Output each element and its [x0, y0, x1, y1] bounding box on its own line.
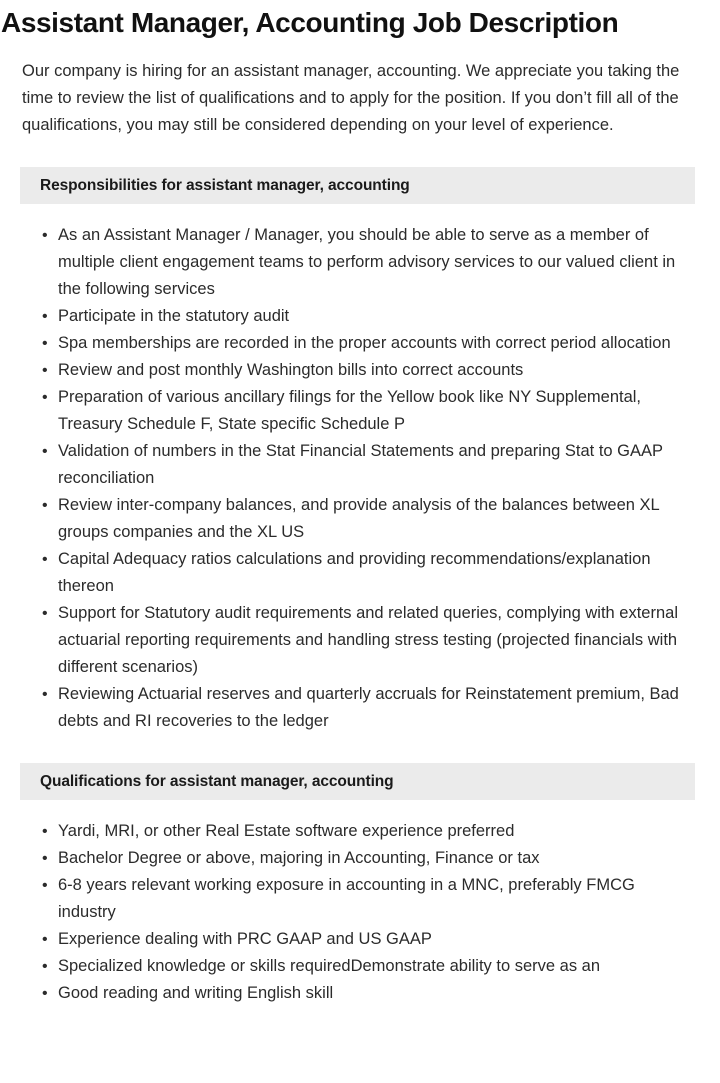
list-item: • Review inter-company balances, and provide analysis of the balances between XL groups companies and the XL US [0, 492, 696, 546]
section-header-qualifications [20, 763, 695, 800]
list-item: • 6-8 years relevant working exposure in accounting in a MNC, preferably FMCG industry [0, 872, 696, 926]
section-qualifications [0, 763, 720, 1007]
list-item: • Reviewing Actuarial reserves and quarterly accruals for Reinstatement premium, Bad debts and RI recoveries to the ledger [0, 681, 696, 735]
list-item: • Yardi, MRI, or other Real Estate software experience preferred [0, 818, 696, 845]
section-heading-label: Responsibilities for assistant manager, accounting [40, 177, 410, 194]
list-item: • Preparation of various ancillary filings for the Yellow book like NY Supplemental, Treasury Schedule F, State specific Schedule P [0, 384, 696, 438]
list-item: • Experience dealing with PRC GAAP and US GAAP [0, 926, 696, 953]
responsibilities-list [0, 204, 720, 735]
list-item: • As an Assistant Manager / Manager, you should be able to serve as a member of multiple client engagement teams to perform advisory services to our valued client in the following services [0, 222, 696, 303]
list-item: • Validation of numbers in the Stat Financial Statements and preparing Stat to GAAP reconciliation [0, 438, 696, 492]
list-item: • Good reading and writing English skill [0, 980, 696, 1007]
intro-paragraph: Our company is hiring for an assistant manager, accounting. We appreciate you taking the time to review the list of qualifications and to apply for the position. If you don’t fill all of the qualifications, you may still be considered depending on your level of experience. [22, 62, 680, 134]
page-title: Assistant Manager, Accounting Job Description [1, 7, 619, 38]
list-item: • Support for Statutory audit requirements and related queries, complying with external actuarial reporting requirements and handling stress testing (projected financials with different scenarios) [0, 600, 696, 681]
list-item: • Review and post monthly Washington bills into correct accounts [0, 357, 696, 384]
list-item: • Specialized knowledge or skills requiredDemonstrate ability to serve as an [0, 953, 696, 980]
list-item: • Participate in the statutory audit [0, 303, 696, 330]
section-responsibilities [0, 167, 720, 735]
page-bottom-spacer [0, 1007, 720, 1025]
section-header-responsibilities [20, 167, 695, 204]
qualifications-list [0, 800, 720, 1007]
list-item: • Bachelor Degree or above, majoring in Accounting, Finance or tax [0, 845, 696, 872]
list-item: • Capital Adequacy ratios calculations and providing recommendations/explanation thereon [0, 546, 696, 600]
section-heading-label: Qualifications for assistant manager, accounting [40, 773, 394, 790]
list-item: • Spa memberships are recorded in the proper accounts with correct period allocation [0, 330, 696, 357]
